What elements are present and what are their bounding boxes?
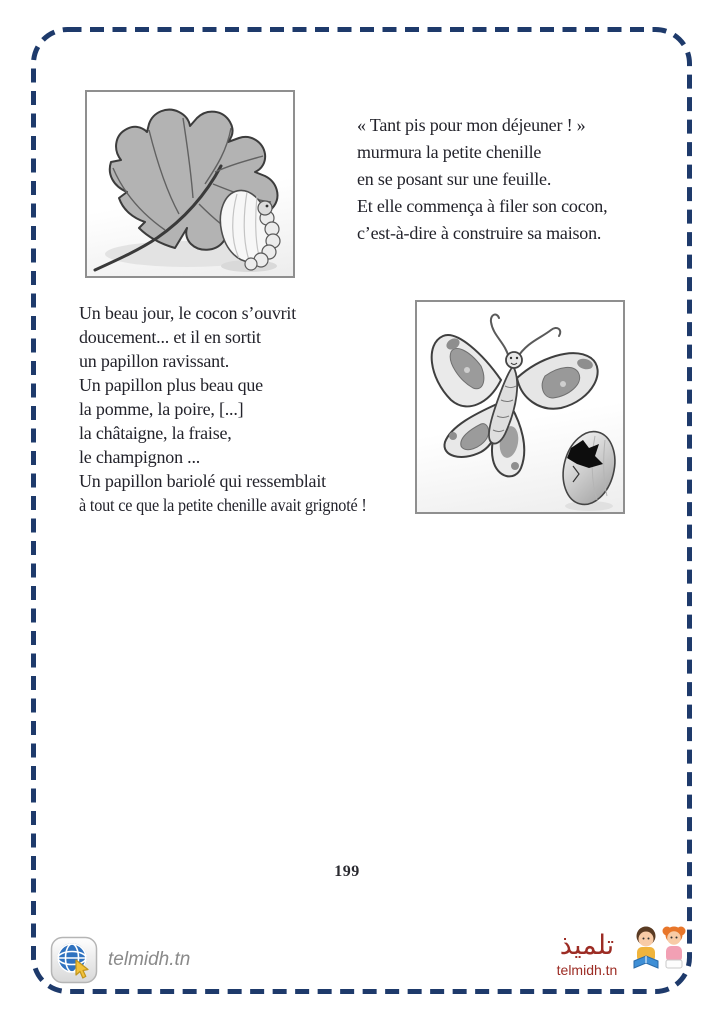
story-line: Un beau jour, le cocon s’ouvrit xyxy=(79,303,297,323)
story-line: la pomme, la poire, [...] xyxy=(79,399,244,419)
story-line: Un papillon plus beau que xyxy=(79,375,263,395)
story-line: le champignon ... xyxy=(79,447,201,467)
girl-icon xyxy=(663,927,686,969)
quote-line: Et elle commença à filer son cocon, xyxy=(357,196,608,216)
broken-cocoon-graphic xyxy=(556,426,622,511)
boy-reading-icon xyxy=(634,927,658,969)
leaf-cocoon-illustration xyxy=(87,92,293,276)
leaf-cocoon-figure xyxy=(85,90,295,278)
story-line: la châtaigne, la fraise, xyxy=(79,423,232,443)
footer-brand-left xyxy=(50,936,190,984)
quote-line: en se posant sur une feuille. xyxy=(357,169,552,189)
story-line: Un papillon bariolé qui ressemblait xyxy=(79,471,326,491)
quote-line: « Tant pis pour mon déjeuner ! » xyxy=(357,115,586,135)
quote-line: murmura la petite chenille xyxy=(357,142,542,162)
story-line: un papillon ravissant. xyxy=(79,351,230,371)
butterfly-cocoon-figure xyxy=(415,300,625,514)
footer-brand-left-label: telmidh.tn xyxy=(108,949,191,970)
children-reading-icon xyxy=(632,920,688,978)
story-line: à tout ce que la petite chenille avait grignoté ! xyxy=(79,495,367,515)
footer-brand-right xyxy=(546,920,688,978)
quote-paragraph xyxy=(357,112,607,247)
story-line: doucement... et il en sortit xyxy=(79,327,261,347)
footer-brand-right-label: telmidh.tn xyxy=(556,962,618,978)
quote-line: c’est-à-dire à construire sa maison. xyxy=(357,223,602,243)
story-paragraph xyxy=(79,301,399,517)
footer-brand-arabic-label: تلميذ xyxy=(559,930,615,961)
globe-cursor-icon xyxy=(50,936,98,984)
page-number: 199 xyxy=(334,863,360,880)
butterfly-broken-cocoon-illustration xyxy=(417,302,623,512)
